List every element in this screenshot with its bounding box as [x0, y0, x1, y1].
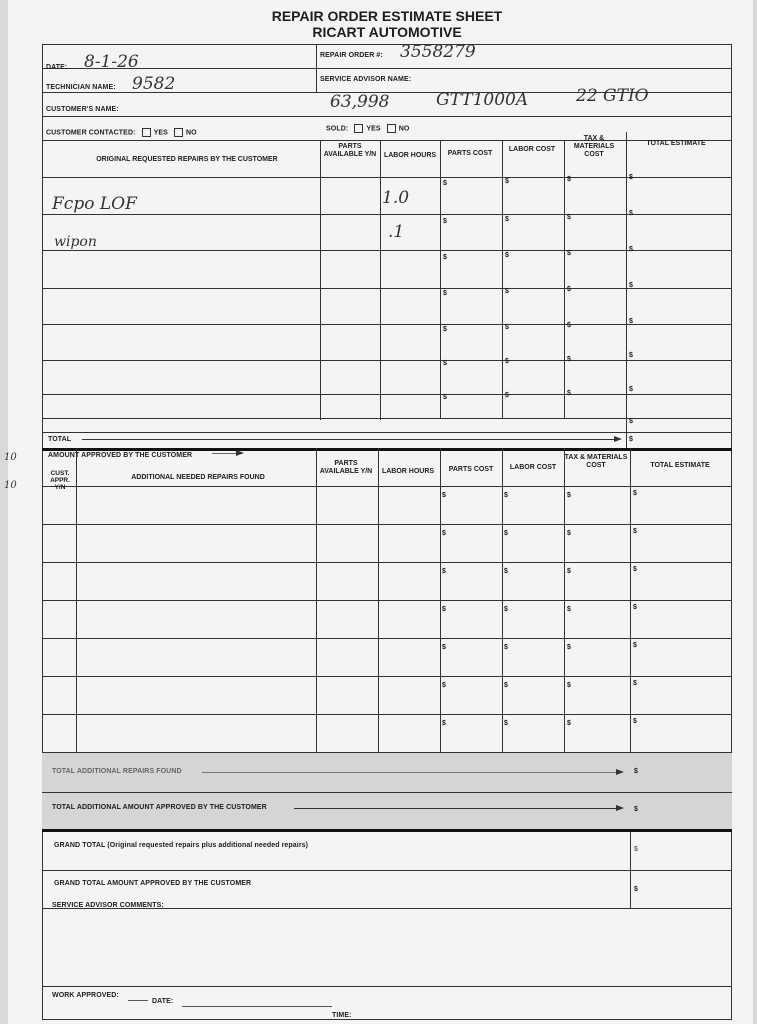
divider	[380, 140, 381, 420]
signature-line[interactable]	[128, 1000, 148, 1001]
dollar-sign: $	[633, 718, 637, 725]
dollar-sign: $	[629, 418, 633, 425]
total-arrow	[82, 439, 620, 440]
contacted-yes-checkbox[interactable]	[142, 128, 151, 137]
sold-yes-checkbox[interactable]	[354, 124, 363, 133]
estimate-sheet	[4, 0, 753, 1024]
dollar-sign: $	[567, 682, 571, 689]
dollar-sign: $	[629, 318, 633, 325]
dollar-sign: $	[567, 322, 571, 329]
additional-found-arrow	[202, 772, 622, 773]
additional-approved-arrow	[294, 808, 622, 809]
col-parts-available-header: PARTS AVAILABLE Y/N	[323, 143, 377, 158]
sold-no-checkbox[interactable]	[387, 124, 396, 133]
divider	[42, 792, 732, 793]
col-labor-cost-header-2: LABOR COST	[509, 464, 557, 471]
time-label: TIME:	[332, 1012, 352, 1019]
work-approved-label: WORK APPROVED:	[52, 992, 119, 999]
divider	[564, 140, 565, 418]
dollar-sign: $	[504, 720, 508, 727]
total-label: TOTAL	[48, 436, 72, 443]
sold-label: SOLD:	[326, 125, 349, 133]
divider	[42, 360, 732, 361]
dollar-sign: $	[567, 214, 571, 221]
dollar-sign: $	[567, 356, 571, 363]
date-field[interactable]: 8-1-26	[84, 52, 139, 72]
divider	[42, 714, 732, 715]
divider	[42, 870, 732, 871]
dollar-sign: $	[567, 720, 571, 727]
mileage-field[interactable]: 63,998	[330, 92, 390, 112]
dollar-sign: $	[504, 682, 508, 689]
dollar-sign: $	[504, 606, 508, 613]
dollar-sign: $	[504, 644, 508, 651]
dollar-sign: $	[505, 216, 509, 223]
dollar-sign: $	[629, 386, 633, 393]
section-divider	[42, 448, 732, 451]
dollar-sign: $	[634, 806, 638, 813]
col-tax-header: TAX & MATERIALS COST	[573, 135, 615, 158]
dollar-sign: $	[567, 250, 571, 257]
dollar-sign: $	[443, 394, 447, 401]
section-divider	[42, 829, 732, 832]
service-advisor-label: SERVICE ADVISOR NAME:	[320, 76, 412, 83]
dollar-sign: $	[633, 528, 637, 535]
technician-field[interactable]: 9582	[132, 74, 176, 94]
dollar-sign: $	[442, 682, 446, 689]
dollar-sign: $	[504, 530, 508, 537]
dollar-sign: $	[443, 218, 447, 225]
divider	[42, 68, 732, 69]
col-tax-header-2: TAX & MATERIALS COST	[564, 454, 628, 469]
col-total-header-2: TOTAL ESTIMATE	[650, 462, 710, 469]
grand-total-label: GRAND TOTAL (Original requested repairs plus additional needed repairs)	[54, 842, 309, 849]
dollar-sign: $	[567, 492, 571, 499]
dollar-sign: $	[634, 768, 638, 775]
dollar-sign: $	[505, 392, 509, 399]
col-additional-header: ADDITIONAL NEEDED REPAIRS FOUND	[131, 474, 265, 481]
divider	[42, 562, 732, 563]
additional-found-label: TOTAL ADDITIONAL REPAIRS FOUND	[52, 768, 182, 775]
yes-label: YES	[153, 129, 168, 137]
divider	[316, 68, 317, 92]
dollar-sign: $	[633, 604, 637, 611]
dollar-sign: $	[504, 568, 508, 575]
dollar-sign: $	[629, 352, 633, 359]
dollar-sign: $	[633, 490, 637, 497]
approved-arrow	[212, 453, 242, 454]
no-label: NO	[185, 129, 197, 137]
repair-row-1[interactable]: Fcpo LOF	[52, 194, 137, 214]
dollar-sign: $	[634, 886, 638, 893]
dollar-sign: $	[567, 568, 571, 575]
yes-label: YES	[366, 125, 381, 133]
dollar-sign: $	[634, 846, 638, 853]
dollar-sign: $	[567, 644, 571, 651]
dollar-sign: $	[567, 606, 571, 613]
no-label: NO	[398, 125, 410, 133]
dollar-sign: $	[442, 644, 446, 651]
col-parts-available-header-2: PARTS AVAILABLE Y/N	[319, 460, 373, 475]
divider	[42, 486, 732, 487]
date-line[interactable]	[182, 1006, 332, 1007]
vehicle-code-field[interactable]: GTT1000A	[436, 90, 529, 110]
dollar-sign: $	[629, 246, 633, 253]
dollar-sign: $	[442, 606, 446, 613]
comments-field[interactable]	[52, 914, 722, 986]
margin-note-2: 10	[4, 480, 17, 491]
divider	[42, 394, 732, 395]
form-subtitle: RICART AUTOMOTIVE	[312, 24, 462, 40]
divider	[42, 676, 732, 677]
divider	[42, 432, 732, 433]
dollar-sign: $	[505, 252, 509, 259]
approved-label: AMOUNT APPROVED BY THE CUSTOMER	[48, 452, 193, 459]
repair-order-form	[42, 2, 732, 1020]
comments-label: SERVICE ADVISOR COMMENTS:	[52, 902, 164, 909]
dollar-sign: $	[629, 282, 633, 289]
additional-approved-label: TOTAL ADDITIONAL AMOUNT APPROVED BY THE CUSTOMER	[52, 804, 267, 811]
contacted-no-checkbox[interactable]	[174, 128, 183, 137]
dollar-sign: $	[567, 530, 571, 537]
divider	[42, 524, 732, 525]
dollar-sign: $	[629, 210, 633, 217]
dollar-sign: $	[633, 680, 637, 687]
sold-row	[326, 124, 409, 133]
col-parts-cost-header: PARTS COST	[447, 150, 493, 157]
col-total-header: TOTAL ESTIMATE	[646, 140, 706, 147]
form-title: REPAIR ORDER ESTIMATE SHEET	[271, 8, 503, 24]
dollar-sign: $	[629, 174, 633, 181]
dollar-sign: $	[443, 326, 447, 333]
divider	[42, 986, 732, 987]
dollar-sign: $	[567, 390, 571, 397]
dollar-sign: $	[442, 720, 446, 727]
labor-hours-row-1[interactable]: 1.0	[382, 188, 410, 208]
col-parts-cost-header-2: PARTS COST	[448, 466, 494, 473]
repair-order-label: REPAIR ORDER #:	[320, 52, 383, 59]
dollar-sign: $	[629, 436, 633, 443]
repair-row-2[interactable]: wipon	[54, 234, 97, 250]
divider	[42, 638, 732, 639]
customer-name-label: CUSTOMER'S NAME:	[46, 106, 119, 113]
divider	[42, 116, 732, 117]
grand-approved-label: GRAND TOTAL AMOUNT APPROVED BY THE CUSTOMER	[54, 880, 252, 887]
divider	[42, 600, 732, 601]
dollar-sign: $	[442, 530, 446, 537]
dollar-sign: $	[442, 568, 446, 575]
totals-shaded-band	[42, 753, 732, 829]
dollar-sign: $	[443, 254, 447, 261]
dollar-sign: $	[567, 286, 571, 293]
customer-contacted-row	[46, 128, 197, 137]
dollar-sign: $	[442, 492, 446, 499]
margin-note-1: 10	[4, 452, 17, 463]
dollar-sign: $	[504, 492, 508, 499]
dollar-sign: $	[443, 290, 447, 297]
technician-label: TECHNICIAN NAME:	[46, 84, 116, 91]
divider	[630, 448, 631, 908]
divider	[626, 132, 627, 448]
col-labor-hours-header: LABOR HOURS	[383, 152, 437, 159]
dollar-sign: $	[505, 358, 509, 365]
divider	[316, 44, 317, 68]
dollar-sign: $	[443, 360, 447, 367]
labor-hours-row-2[interactable]: .1	[388, 222, 405, 242]
date-label: DATE:	[46, 64, 68, 71]
dollar-sign: $	[505, 324, 509, 331]
dollar-sign: $	[633, 642, 637, 649]
customer-contacted-label: CUSTOMER CONTACTED:	[46, 129, 136, 137]
divider	[502, 140, 503, 418]
divider	[440, 140, 441, 418]
vehicle-code2-field[interactable]: 22 GTIO	[576, 86, 649, 106]
col-labor-hours-header-2: LABOR HOURS	[381, 468, 435, 475]
dollar-sign: $	[443, 180, 447, 187]
col-labor-cost-header: LABOR COST	[508, 146, 556, 153]
dollar-sign: $	[505, 178, 509, 185]
dollar-sign: $	[505, 288, 509, 295]
repair-order-field[interactable]: 3558279	[400, 42, 476, 62]
work-date-label: DATE:	[152, 998, 174, 1005]
dollar-sign: $	[567, 176, 571, 183]
dollar-sign: $	[633, 566, 637, 573]
col-cust-appr-header: CUST. APPR. Y/N	[50, 470, 70, 491]
col-original-header: ORIGINAL REQUESTED REPAIRS BY THE CUSTOMER	[96, 156, 278, 163]
divider	[320, 140, 321, 420]
